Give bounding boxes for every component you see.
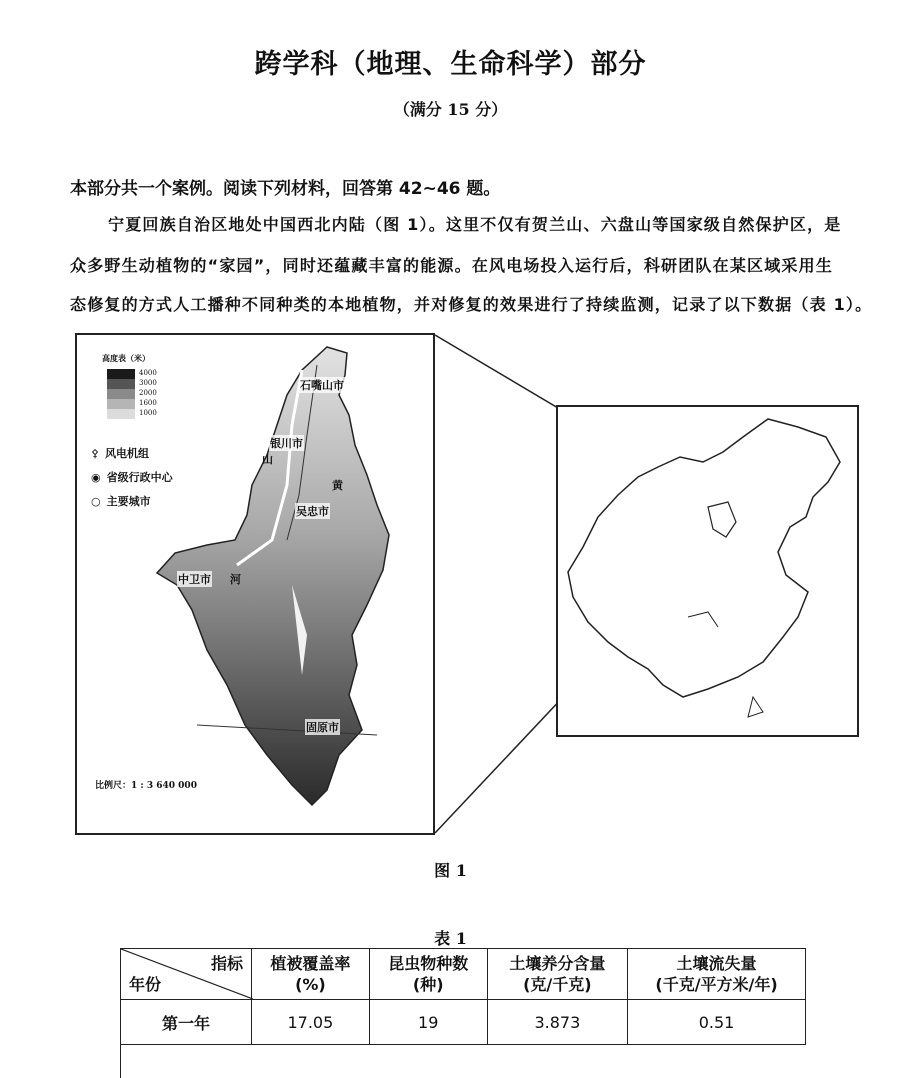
major-city-icon: ○ <box>91 494 101 508</box>
ningxia-map <box>75 333 435 835</box>
page-subtitle: （满分 15 分） <box>393 100 508 119</box>
elevation-label: 3000 <box>139 379 157 387</box>
column-header-soil-loss <box>628 949 806 1000</box>
city-label-wuzhong: 吴忠市 <box>296 505 329 518</box>
paragraph-line-1: 宁夏回族自治区地处中国西北内陆（图 1）。这里不仅有贺兰山、六盘山等国家级自然保护区，是 <box>108 215 842 234</box>
map-scale: 比例尺：1 : 3 640 000 <box>95 781 197 791</box>
river-label-huang: 黄 <box>332 479 343 492</box>
elevation-legend-title: 高度表（米） <box>102 353 150 363</box>
mountain-label: 山 <box>262 453 273 466</box>
wind-turbine-icon: ⚴ <box>91 446 100 460</box>
column-header-unit: (千克/平方米/年) <box>655 975 778 994</box>
table-cell: 19 <box>369 1000 487 1045</box>
column-header-insects <box>369 949 487 1000</box>
elevation-label: 1600 <box>139 399 157 407</box>
table-header-row <box>121 949 806 1000</box>
elevation-label: 4000 <box>139 369 157 377</box>
river-label-he: 河 <box>230 573 241 586</box>
china-locator-map <box>556 405 859 737</box>
data-table <box>120 948 806 1045</box>
city-label-shizuishan: 石嘴山市 <box>300 379 344 392</box>
map-legend-label: 省级行政中心 <box>106 471 173 484</box>
china-outline <box>558 407 857 735</box>
column-header-soil-nutrients <box>487 949 628 1000</box>
city-label-yinchuan: 银川市 <box>270 437 303 450</box>
corner-indicator-label: 指标 <box>210 954 243 973</box>
elevation-swatch <box>107 379 135 389</box>
map-legend-label: 风电机组 <box>105 447 150 460</box>
column-header-line: 土壤养分含量 <box>509 954 606 973</box>
column-header-line: 植被覆盖率 <box>270 954 351 973</box>
elevation-swatch <box>107 369 135 379</box>
table-row <box>121 1000 806 1045</box>
city-label-zhongwei: 中卫市 <box>178 573 211 586</box>
map-legend-item <box>91 493 151 509</box>
section-intro: 本部分共一个案例。阅读下列材料，回答第 42~46 题。 <box>70 179 501 199</box>
row-year-cell: 第一年 <box>121 1000 252 1045</box>
column-header-line: 土壤流失量 <box>676 954 757 973</box>
table-cut-off-row <box>120 1040 807 1078</box>
paragraph-line-3: 态修复的方式人工播种不同种类的本地植物，并对修复的效果进行了持续监测，记录了以下数据（表 1）。 <box>70 295 873 314</box>
elevation-swatch <box>107 389 135 399</box>
city-label-guyuan: 固原市 <box>306 721 339 734</box>
elevation-label: 1000 <box>139 409 157 417</box>
table-cell: 17.05 <box>252 1000 370 1045</box>
paragraph-line-2: 众多野生动植物的“家园”，同时还蕴藏丰富的能源。在风电场投入运行后，科研团队在某区域采用生 <box>70 256 834 275</box>
table-cell: 0.51 <box>628 1000 806 1045</box>
column-header-unit: (%) <box>295 975 326 994</box>
table-caption: 表 1 <box>434 929 467 948</box>
column-header-unit: (种) <box>412 975 444 994</box>
column-header-line: 昆虫物种数 <box>388 954 469 973</box>
figure-caption: 图 1 <box>434 861 467 880</box>
map-legend-label: 主要城市 <box>106 495 151 508</box>
elevation-label: 2000 <box>139 389 157 397</box>
provincial-capital-icon: ◉ <box>91 470 101 484</box>
elevation-swatch <box>107 399 135 409</box>
table-cell: 3.873 <box>487 1000 628 1045</box>
map-legend-item <box>91 445 149 461</box>
column-header-vegetation <box>252 949 370 1000</box>
table-corner-cell <box>121 949 252 1000</box>
elevation-swatch <box>107 409 135 419</box>
corner-year-label: 年份 <box>129 975 162 994</box>
map-legend-item <box>91 469 173 485</box>
column-header-unit: (克/千克) <box>523 975 592 994</box>
page-title: 跨学科（地理、生命科学）部分 <box>254 49 647 80</box>
